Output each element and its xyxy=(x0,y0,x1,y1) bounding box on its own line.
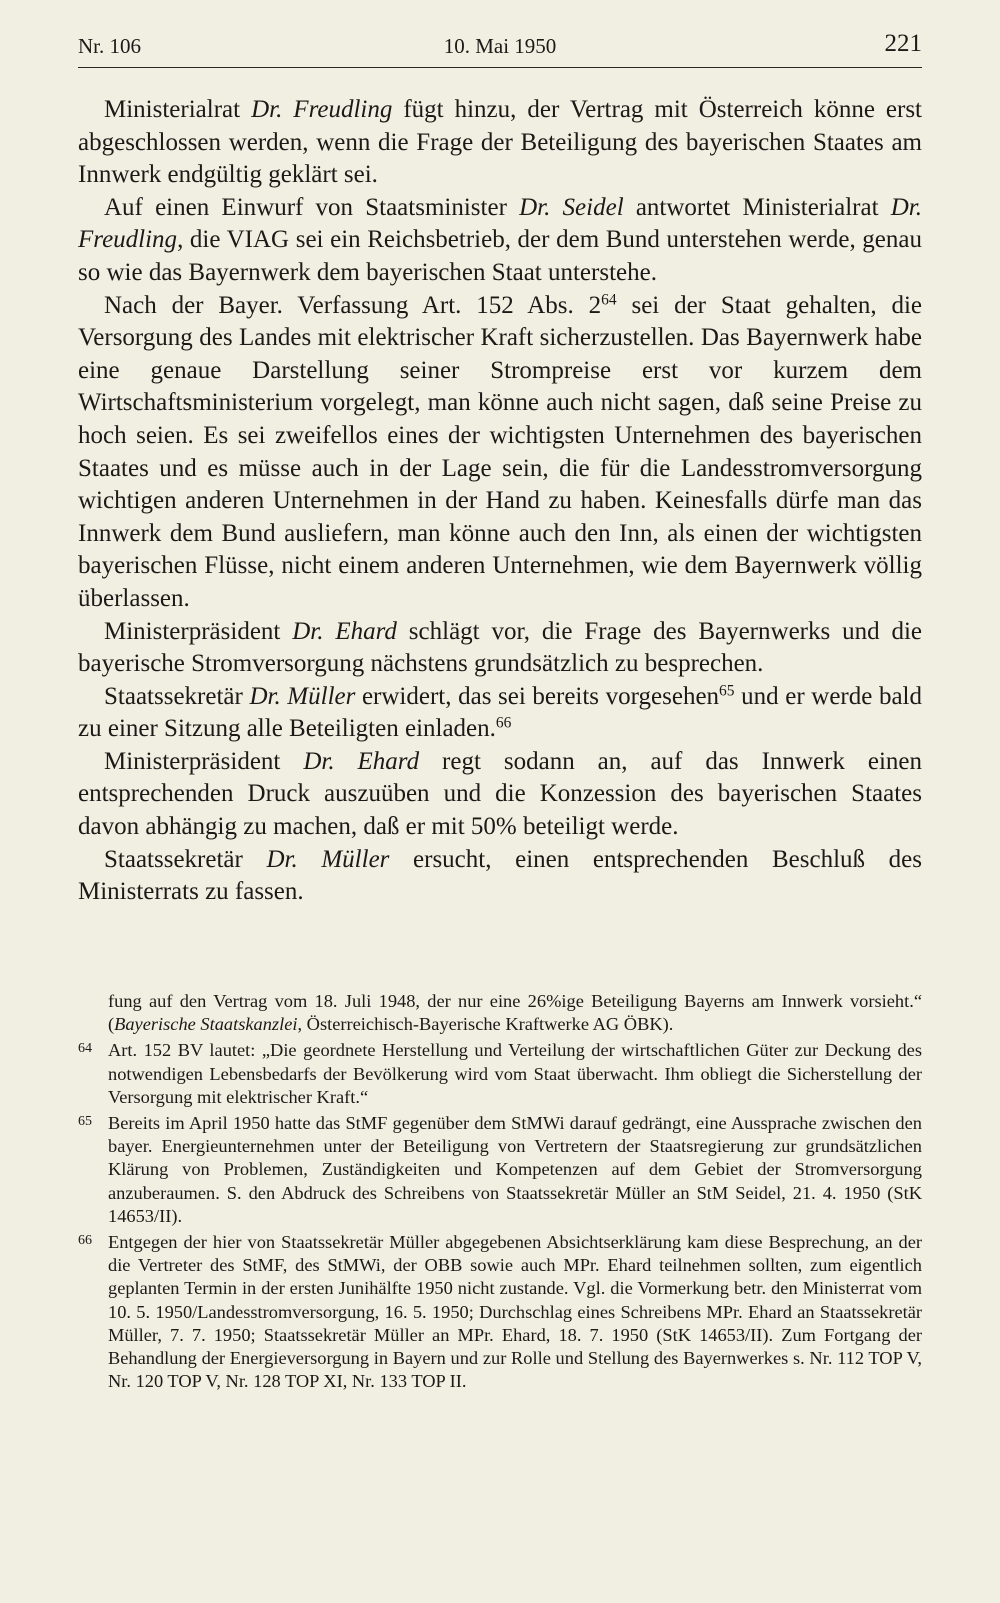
footnote-ref: 65 xyxy=(719,682,735,700)
footnotes xyxy=(78,990,922,1396)
footnote-64 xyxy=(78,1039,922,1109)
page-number: 221 xyxy=(884,30,922,57)
paragraph-6 xyxy=(78,746,922,844)
text-run: erwidert, das sei bereits vorgesehen xyxy=(355,682,720,710)
text-run: Ministerpräsident xyxy=(104,747,304,775)
paragraph-4 xyxy=(78,616,922,681)
text-run: Ministerialrat xyxy=(104,96,252,123)
footnote-text: Art. 152 BV lautet: „Die geordnete Herstellung und Verteilung der wirtschaftlichen Güter zur Deckung des notwendigen Lebensbedarfs der Bevölkerung wird vom Staat überwacht. Ihm obliegt die Sicherstellung der Versorgung mit elektrischer Kraft.“ xyxy=(108,1040,922,1107)
text-run: Staatssekretär xyxy=(104,682,250,710)
text-run: regt sodann an, auf das Innwerk einen entsprechenden Druck auszuüben und die Konzession des bayerischen Staates davon abhängig zu machen, daß er mit 50% beteiligt werde. xyxy=(78,747,922,841)
text-run: fügt hinzu, der Vertrag mit Österreich könne erst abgeschlossen werden, wenn die Frage der Beteiligung des bayerischen Staates am Innwerk endgültig geklärt sei. xyxy=(78,96,922,189)
text-run: antwortet Ministerialrat xyxy=(623,193,891,221)
speaker-name: Dr. Ehard xyxy=(292,617,397,645)
text-run: Ministerpräsident xyxy=(104,617,293,645)
header-date: 10. Mai 1950 xyxy=(443,34,557,58)
footnote-text: Entgegen der hier von Staatssekretär Müller abgegebenen Absichtserklärung kam diese Besprechung, an der die Vertreter des StMF, des StMWi, der OBB sowie auch MPr. Ehard teilnehmen sollten, zum eigentlich geplanten Termin in der ersten Junihälfte 1950 nicht zustande. Vgl. die Vormerkung betr. den Ministerrat vom 10. 5. 1950/Landesstromversorgung, 16. 5. 1950; Durchschlag eines Schreibens MPr. Ehard an Staatssekretär Müller, 7. 7. 1950; Staatssekretär Müller an MPr. Ehard, 18. 7. 1950 (StK 14653/II). Zum Fortgang der Behandlung der Energieversorgung in Bayern und zur Rolle und Stellung des Bayernwerkes s. Nr. 112 TOP V, Nr. 120 TOP V, Nr. 128 TOP XI, Nr. 133 TOP II. xyxy=(108,1232,922,1392)
running-header xyxy=(78,30,922,66)
text-run: und er werde bald zu einer Sitzung alle Beteiligten einladen. xyxy=(78,682,922,743)
footnote-continuation xyxy=(78,990,922,1036)
paragraph-7 xyxy=(78,844,922,909)
paragraph-1 xyxy=(78,94,922,192)
footnote-66 xyxy=(78,1231,922,1393)
speaker-name: Dr. Müller xyxy=(266,845,390,873)
text-run: , die VIAG sei ein Reichsbetrieb, der dem Bund unterstehen werde, genau so wie das Bayernwerk dem bayerischen Staat unterstehe. xyxy=(78,226,922,286)
text-run: Nach der Bayer. Verfassung Art. 152 Abs. 2 xyxy=(104,291,602,319)
header-rule xyxy=(78,67,922,68)
text-run: Staatssekretär xyxy=(104,845,267,873)
speaker-name: Dr. Seidel xyxy=(519,193,624,221)
footnote-number: 65 xyxy=(78,1114,92,1130)
text-run: sei der Staat gehalten, die Versorgung des Landes mit elektrischer Kraft sicherzustellen. Das Bayernwerk habe eine genaue Darstellung seiner Strompreise erst vor kurzem dem Wirtschaftsministerium vorgelegt, man könne auch nicht sagen, daß seine Preise zu hoch seien. Es sei zweifellos eines der wichtigsten Unternehmen des bayerischen Staates und es müsse auch in der Lage sein, die für die Landesstromversorgung wichtigen anderen Unternehmen in der Hand zu haben. Keinesfalls dürfe man das Innwerk dem Bund ausliefern, man könne auch den Inn, als einen der wichtigsten bayerischen Flüsse, nicht einem anderen Unternehmen, wie dem Bayernwerk völlig überlassen. xyxy=(78,291,922,612)
speaker-name: Dr. Freudling xyxy=(251,96,393,123)
paragraph-3 xyxy=(78,290,922,616)
footnote-number: 66 xyxy=(78,1233,92,1249)
footnote-65 xyxy=(78,1112,922,1228)
footnote-number: 64 xyxy=(78,1041,92,1057)
text-run: Auf einen Einwurf von Staatsminister xyxy=(104,193,520,221)
text-run: fung auf den Vertrag vom 18. Juli 1948, der nur eine 26%ige Beteiligung Bayerns am Innwerk vorsieht.“ ( xyxy=(108,991,922,1035)
paragraph-2 xyxy=(78,192,922,290)
footnote-ref: 64 xyxy=(601,291,617,309)
footnote-ref: 66 xyxy=(495,714,512,732)
speaker-name: Dr. Freudling xyxy=(78,193,922,254)
speaker-name: Dr. Ehard xyxy=(303,747,420,775)
footnote-text: Bereits im April 1950 hatte das StMF gegenüber dem StMWi darauf gedrängt, eine Aussprache zwischen den bayer. Energieunternehmen unter der Beteiligung von Vertretern der Staatsregierung zur grundsätzlichen Klärung von Problemen, Zuständigkeiten und Kompetenzen auf dem Gebiet der Stromversorgung anzuberaumen. S. den Abdruck des Schreibens von Staatssekretär Müller an StM Seidel, 21. 4. 1950 (StK 14653/II). xyxy=(108,1113,922,1226)
speaker-name: Dr. Müller xyxy=(249,682,356,710)
archive-name: Bayerische Staatskanzlei xyxy=(114,1014,298,1035)
document-number: Nr. 106 xyxy=(78,34,141,58)
text-run: ersucht, einen entsprechenden Beschluß des Ministerrats zu fassen. xyxy=(78,845,922,906)
text-run: , Österreichisch-Bayerische Kraftwerke AG ÖBK). xyxy=(297,1014,674,1035)
text-run: schlägt vor, die Frage des Bayernwerks und die bayerische Stromversorgung nächstens grundsätzlich zu besprechen. xyxy=(78,617,922,678)
main-text xyxy=(78,94,922,909)
paragraph-5 xyxy=(78,681,922,746)
